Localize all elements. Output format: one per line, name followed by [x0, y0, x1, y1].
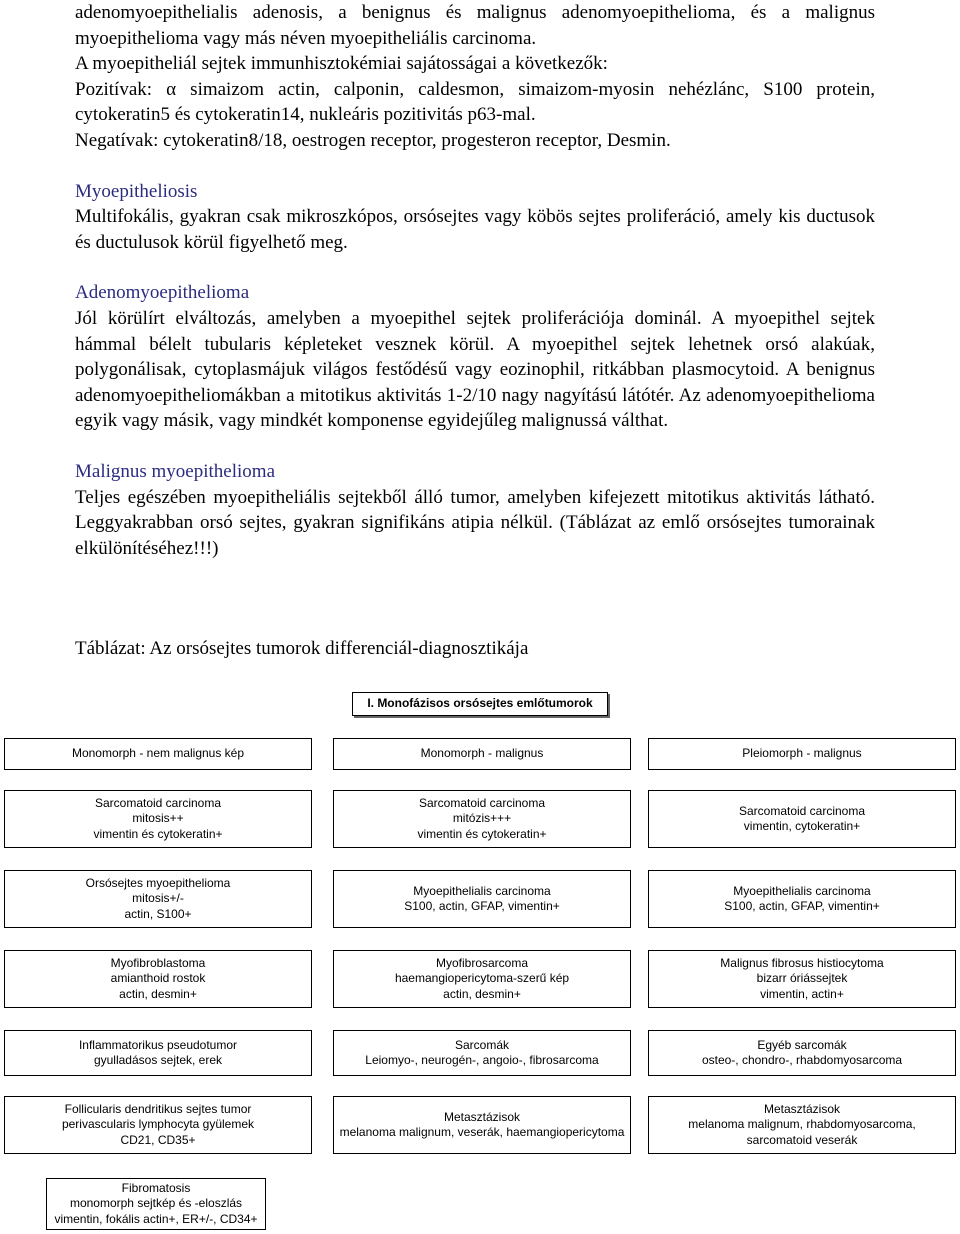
diagram-box	[4, 790, 312, 848]
diagram-box-line: Orsósejtes myoepithelioma	[85, 875, 231, 890]
diagram-box-line: Pleiomorph - malignus	[742, 746, 862, 761]
diagram-box-line: S100, actin, GFAP, vimentin+	[404, 899, 560, 913]
diagram-box	[648, 1030, 956, 1076]
diagram-box-line: monomorph sejtkép és -eloszlás	[69, 1196, 243, 1211]
diagram-box-line: Malignus fibrosus histiocytoma	[720, 955, 884, 970]
diagram-box-line: Leiomyo-, neurogén-, angoio-, fibrosarcoma	[365, 1053, 599, 1067]
section-heading: Adenomyoepithelioma	[75, 282, 250, 304]
diagram-box-line: Metasztázisok	[443, 1109, 521, 1124]
diagram-box-line: melanoma malignum, veserák, haemangiopericytoma	[339, 1125, 625, 1139]
paragraph: A myoepitheliál sejtek immunhisztokémiai sajátosságai a következők:	[75, 53, 608, 75]
diagram-box	[46, 1178, 266, 1230]
diagram-box-line: perivascularis lymphocyta gyülemek	[61, 1117, 255, 1132]
diagram-box	[648, 950, 956, 1008]
diagram-box-line: vimentin, fokális actin+, ER+/-, CD34+	[54, 1211, 258, 1226]
diagram-box	[333, 1030, 631, 1076]
diagram-box	[4, 950, 312, 1008]
diagram-box-line: CD21, CD35+	[120, 1132, 196, 1147]
diagram-box-line: Egyéb sarcomák	[757, 1037, 847, 1052]
section-heading: Myoepitheliosis	[75, 180, 198, 202]
diagram-box	[333, 1096, 631, 1154]
diagram-box-line: mitosis+/-	[132, 891, 184, 906]
diagram-box-line: Myofibroblastoma	[110, 955, 206, 970]
diagram-box-line: vimentin, actin+	[760, 986, 844, 1001]
diagram-box-line: actin, desmin+	[119, 986, 197, 1001]
diagram-box-line: Myofibrosarcoma	[435, 955, 529, 970]
diagram-box-line: S100, actin, GFAP, vimentin+	[724, 899, 880, 913]
diagram-box-line: Myoepithelialis carcinoma	[413, 883, 551, 898]
diagram-box	[648, 738, 956, 770]
diagram-box-line: sarcomatoid veserák	[746, 1132, 858, 1147]
diagram-box-line: Inflammatorikus pseudotumor	[78, 1037, 238, 1052]
body-text	[75, 0, 875, 561]
diagram-box-line: Myoepithelialis carcinoma	[733, 883, 871, 898]
diagram-box	[333, 870, 631, 928]
diagram-box	[648, 790, 956, 848]
diagram-box-line: gyulladásos sejtek, erek	[93, 1053, 223, 1067]
diagram-box-line: Fibromatosis	[121, 1180, 191, 1195]
diagram-box	[648, 1096, 956, 1154]
diagram-box-line: actin, desmin+	[443, 986, 521, 1001]
diagram-box	[4, 1030, 312, 1076]
paragraph: adenomyoepithelialis adenosis, a benignus és malignus adenomyoepithelioma, és a malignus myoepithelioma vagy más néven myoepitheliális carcinoma.	[75, 2, 875, 49]
diagram-box	[648, 870, 956, 928]
diagram-box-line: mitosis++	[132, 811, 184, 826]
diagram-box	[4, 738, 312, 770]
diagram-box	[333, 950, 631, 1008]
section-body: Teljes egészében myoepitheliális sejtekből álló tumor, amelyben kifejezett mitotikus aktivitás látható. Leggyakrabban orsó sejtes, gyakran signifikáns atipia nélkül. (Táblázat az emlő orsósejtes tumorainak elkülönítéséhez!!!)	[75, 486, 875, 559]
diagram-box-line: actin, S100+	[124, 906, 192, 921]
diagram-box-line: haemangiopericytoma-szerű kép	[394, 971, 570, 986]
diagram-box-line: vimentin, cytokeratin+	[743, 819, 861, 833]
diagram-box-line: Monomorph - nem malignus kép	[71, 746, 245, 761]
diagram-box-line: mitózis+++	[452, 811, 512, 826]
diagram-title: I. Monofázisos orsósejtes emlőtumorok	[352, 692, 608, 716]
section-heading: Malignus myoepithelioma	[75, 460, 276, 482]
diagram-box-line: vimentin és cytokeratin+	[417, 826, 547, 841]
diagram-box	[333, 790, 631, 848]
diagram-box-line: vimentin és cytokeratin+	[93, 826, 223, 841]
section-body: Multifokális, gyakran csak mikroszkópos, orsósejtes vagy köbös sejtes proliferáció, amely kis ductusok és ductulusok körül figyelhető meg.	[75, 206, 875, 253]
diagram-box	[4, 870, 312, 928]
table-caption: Táblázat: Az orsósejtes tumorok differenciál-diagnosztikája	[75, 638, 529, 659]
section-body: Jól körülírt elváltozás, amelyben a myoepithel sejtek proliferációja dominál. A myoepithel sejtek hámmal bélelt tubularis képleteket vesznek körül. A myoepithel sejtek lehetnek orsó alakúak, polygonálisak, cytoplasmájuk világos festődésű vagy eozinophil, ritkábban plasmocytoid. A benignus adenomyoepitheliomákban a mitotikus aktivitás 1-2/10 nagy nagyítású látótér. Az adenomyoepithelioma egyik vagy másik, vagy mindkét komponense egyidejűleg malignussá válthat.	[75, 307, 875, 432]
diagram-box-line: Sarcomák	[454, 1037, 510, 1052]
diagram-box-line: Follicularis dendritikus sejtes tumor	[64, 1101, 252, 1116]
diagram-box-line: Sarcomatoid carcinoma	[738, 803, 866, 818]
diagram-box-line: Sarcomatoid carcinoma	[94, 795, 222, 810]
diagram-box	[333, 738, 631, 770]
diagram-box-line: Sarcomatoid carcinoma	[418, 795, 546, 810]
diagram-box-line: Metasztázisok	[763, 1101, 841, 1116]
paragraph: Negatívak: cytokeratin8/18, oestrogen receptor, progesteron receptor, Desmin.	[75, 129, 671, 151]
paragraph: Pozitívak: α simaizom actin, calponin, caldesmon, simaizom-myosin nehézlánc, S100 protein, cytokeratin5 és cytokeratin14, nukleáris pozitivitás p63-mal.	[75, 78, 875, 126]
diagram-box-line: melanoma malignum, rhabdomyosarcoma,	[688, 1117, 916, 1132]
diagram-box-line: Monomorph - malignus	[420, 746, 544, 761]
diagram-box-line: bizarr óriássejtek	[756, 971, 848, 986]
diagram-box-line: amianthoid rostok	[110, 971, 206, 986]
diagram-box	[4, 1096, 312, 1154]
diagram-box-line: osteo-, chondro-, rhabdomyosarcoma	[701, 1053, 903, 1067]
